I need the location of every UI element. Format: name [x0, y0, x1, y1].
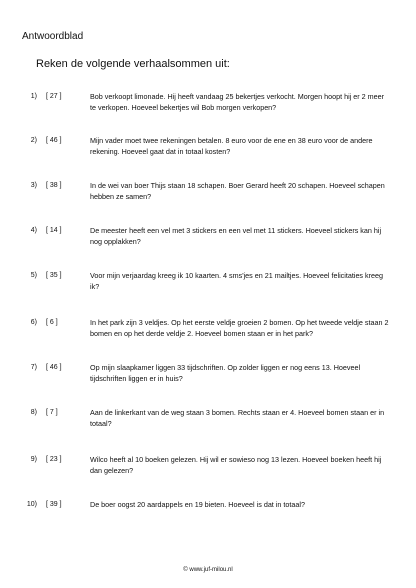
question-2 — [0, 136, 416, 166]
question-answer: [ 35 ] — [46, 272, 62, 279]
question-text: De boer oogst 20 aardappels en 19 bieten. Hoeveel is dat in totaal? — [90, 500, 305, 509]
question-number: 8) — [30, 409, 37, 416]
document-title: Antwoordblad — [22, 31, 84, 42]
question-text: Aan de linkerkant van de weg staan 3 bomen. Rechts staan er 4. Hoeveel bomen staan er in totaal? — [90, 408, 385, 428]
question-answer: [ 23 ] — [46, 456, 62, 463]
question-number: 10) — [26, 501, 37, 508]
question-answer: [ 14 ] — [46, 227, 62, 234]
footer-copyright: © www.juf-milou.nl — [183, 567, 233, 573]
question-text: Voor mijn verjaardag kreeg ik 10 kaarten. 4 sms'jes en 21 mailtjes. Hoeveel felicitaties kreeg ik? — [90, 271, 384, 291]
question-7 — [0, 363, 416, 393]
question-text: De meester heeft een vel met 3 stickers en een vel met 11 stickers. Hoeveel stickers kan hij nog opplakken? — [90, 226, 382, 246]
question-answer: [ 6 ] — [46, 319, 58, 326]
question-9 — [0, 455, 416, 485]
question-answer: [ 39 ] — [46, 501, 62, 508]
question-4 — [0, 226, 416, 256]
question-number: 9) — [30, 456, 37, 463]
question-text: In het park zijn 3 veldjes. Op het eerste veldje groeien 2 bomen. Op het tweede veldje staan 2 bomen en op het derde veldje 2. Hoeveel bomen staan er in het park? — [90, 318, 389, 338]
question-answer: [ 7 ] — [46, 409, 58, 416]
question-number: 1) — [30, 93, 37, 100]
question-text: Mijn vader moet twee rekeningen betalen. 8 euro voor de ene en 38 euro voor de andere rekening. Hoeveel gaat dat in totaal kosten? — [90, 136, 373, 156]
question-number: 7) — [30, 364, 37, 371]
question-number: 4) — [30, 227, 37, 234]
question-10 — [0, 500, 416, 530]
question-text: Op mijn slaapkamer liggen 33 tijdschriften. Op zolder liggen er nog eens 13. Hoeveel tijdschriften liggen er in huis? — [90, 363, 361, 383]
question-answer: [ 46 ] — [46, 364, 62, 371]
question-number: 5) — [30, 272, 37, 279]
question-5 — [0, 271, 416, 301]
question-answer: [ 46 ] — [46, 137, 62, 144]
question-text: Bob verkoopt limonade. Hij heeft vandaag 25 bekertjes verkocht. Morgen hoopt hij er 2 meer te verkopen. Hoeveel bekertjes wil Bob morgen verkopen? — [90, 92, 385, 112]
question-8 — [0, 408, 416, 438]
question-number: 2) — [30, 137, 37, 144]
question-6 — [0, 318, 416, 348]
document-heading: Reken de volgende verhaalsommen uit: — [36, 58, 230, 70]
question-number: 3) — [30, 182, 37, 189]
question-3 — [0, 181, 416, 211]
question-text: In de wei van boer Thijs staan 18 schapen. Boer Gerard heeft 20 schapen. Hoeveel schapen hebben ze samen? — [90, 181, 385, 201]
question-number: 6) — [30, 319, 37, 326]
question-1 — [0, 92, 416, 122]
question-answer: [ 38 ] — [46, 182, 62, 189]
question-answer: [ 27 ] — [46, 93, 62, 100]
question-text: Wilco heeft al 10 boeken gelezen. Hij wil er sowieso nog 13 lezen. Hoeveel boeken heeft hij dan gelezen? — [90, 455, 382, 475]
